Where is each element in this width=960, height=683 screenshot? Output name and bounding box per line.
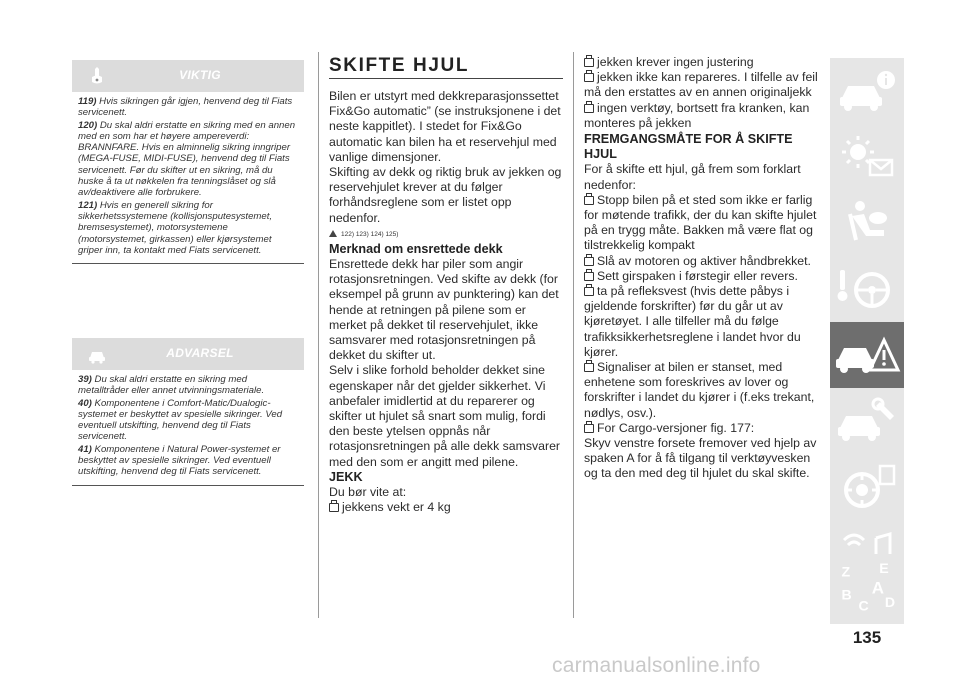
middle-column: [329, 55, 563, 515]
viktig-box: [72, 60, 304, 264]
paragraph: For å skifte ett hjul, gå frem som forklart nedenfor:: [584, 162, 801, 192]
tab-warning-lights[interactable]: [830, 124, 904, 190]
tab-safety[interactable]: [830, 190, 904, 256]
viktig-title: VIKTIG: [179, 68, 221, 82]
subheading: JEKK: [329, 469, 363, 484]
section-title: SKIFTE HJUL: [329, 55, 470, 76]
bullet-icon: [584, 257, 594, 266]
starting-driving-icon: [830, 256, 904, 322]
tab-technical-data[interactable]: [830, 454, 904, 520]
bullet-icon: [329, 503, 339, 512]
car-info-icon: [830, 58, 904, 124]
warning-lights-icon: [830, 124, 904, 190]
maintenance-icon: [830, 388, 904, 454]
paragraph: Skifting av dekk og riktig bruk av jekken og reservehjulet krever at du følger forhåndsreglene som er listet opp nedenfor.: [329, 165, 562, 225]
viktig-header: [72, 60, 304, 92]
bullet-item: ingen verktøy, bortsett fra kranken, kan monteres på jekken: [584, 100, 810, 130]
bullet-item: Sett girspaken i førstegir eller revers.: [584, 269, 820, 284]
warning-references: 122) 123) 124) 125): [329, 230, 563, 240]
safety-icon: [830, 190, 904, 256]
bullet-icon: [584, 104, 594, 113]
tab-emergency[interactable]: [830, 322, 904, 388]
bullet-item: jekkens vekt er 4 kg: [329, 500, 563, 515]
advarsel-box: [72, 338, 304, 486]
svg-text:E: E: [879, 559, 889, 576]
note-item: 119) Hvis sikringen går igjen, henvend deg til Fiats servicenett.: [78, 96, 293, 119]
bullet-item: jekken ikke kan repareres. I tilfelle av feil må den erstattes av en annen originaljekk: [584, 70, 818, 100]
svg-text:A: A: [871, 578, 884, 598]
tab-starting-driving[interactable]: [830, 256, 904, 322]
paragraph: Skyv venstre forsete fremover ved hjelp av spaken A for å få tilgang til verktøyvesken og ta den med deg til hjulet du skal skifte.: [584, 436, 817, 481]
paragraph: Ensrettede dekk har piler som angir rotasjonsretningen. Ved skifte av dekk (for eksempel på grunn av punktering) kan det hende at retningen på pilene som er merket på dekket til reservehjulet, ikke samsvarer med rotasjonsretningen på dekket du skifter ut.: [329, 257, 559, 363]
bullet-icon: [584, 196, 594, 205]
note-item: 40) Komponentene i Comfort-Matic/Dualogic-systemet er beskyttet av spesielle sikringer. Ved eventuell utskifting, henvend deg til Fiats servicenett.: [78, 397, 283, 443]
paragraph: Du bør vite at:: [329, 485, 407, 500]
paragraph: Bilen er utstyrt med dekkreparasjonssettet Fix&Go automatic” (se instruksjonene i det neste kappitlet). I stedet for Fix&Go automatic kan bilen ha et reservehjul med vanlige dimensjoner.: [329, 89, 561, 164]
tab-index[interactable]: [830, 554, 904, 624]
subheading: FREMGANGSMÅTE FOR Å SKIFTE HJUL: [584, 132, 793, 162]
bullet-item: Stopp bilen på et sted som ikke er farlig for møtende trafikk, der du kan skifte hjulet på en trygg måte. Bakken må være flat og tilstrekkelig kompakt: [584, 192, 817, 253]
bullet-item: ta på refleksvest (hvis dette påbys i gjeldende forskrifter) før du går ut av kjøretøyet. I alle tilfeller må du følge trafikksikkerhetsreglene i landet hvor du kjører.: [584, 284, 801, 359]
svg-text:Z: Z: [841, 563, 851, 580]
emergency-icon: [830, 322, 904, 388]
paragraph: Selv i slike forhold beholder dekket sine egenskaper når det gjelder sikkerhet. Vi anbefaler imidlertid at du reparerer og skifter ut hjulet så snart som mulig, fordi den beste ytelsen oppnås når rotasjonsretningen på alle dekk samsvarer med den som er angitt med pilene.: [329, 363, 561, 469]
subheading: Merknad om ensrettede dekk: [329, 241, 503, 256]
svg-text:B: B: [841, 586, 852, 603]
bullet-item: Signaliser at bilen er stanset, med enhetene som foreskrives av lover og forskrifter i landet du kjører i (f.eks trekant, nødlys, osv.).: [584, 360, 815, 420]
bullet-item: jekken krever ingen justering: [584, 55, 820, 70]
bullet-item: Slå av motoren og aktiver håndbrekket.: [584, 254, 820, 269]
note-item: 120) Du skal aldri erstatte en sikring med en annen med en som har et høyere ampereverdi: BRANNFARE. Hvis en alminnelig sikring inngriper (MEGA-FUSE, MIDI-FUSE), henvend deg til Fiats servicenett. Før du skifter ut en sikring, må du huske å ta ut nøkkelen fra tenningslåset og slå av/deaktivere alle forbrukere.: [78, 119, 296, 199]
note-item: 121) Hvis en generell sikring for sikkerhetssystemene (kollisjonsputesystemet, bremsesystemet), motorsystemene (motorsystemet, girkassen) eller kjørsystemet griper inn, ta kontakt med Fiats servicenett.: [78, 199, 273, 256]
tab-car-info[interactable]: [830, 58, 904, 124]
bullet-item: For Cargo-versjoner fig. 177:: [584, 421, 820, 436]
index-icon: [830, 554, 904, 620]
bullet-icon: [584, 363, 594, 372]
column-divider: [573, 52, 574, 618]
page-number: 135: [852, 628, 882, 647]
column-divider: [318, 52, 319, 618]
warning-triangle-icon: [329, 230, 337, 237]
bullet-icon: [584, 287, 594, 296]
advarsel-body: [72, 370, 304, 485]
right-column: [584, 55, 820, 482]
bullet-icon: [584, 424, 594, 433]
title-rule: [329, 78, 563, 79]
technical-data-icon: [830, 454, 904, 520]
svg-text:D: D: [884, 593, 896, 610]
advarsel-header: [72, 338, 304, 370]
bullet-icon: [584, 58, 594, 67]
bullet-icon: [584, 73, 594, 82]
note-item: 41) Komponentene i Natural Power-systemet er beskyttet av spesielle sikringer. Ved eventuell utskifting, henvend deg til Fiats servicenett.: [78, 443, 281, 478]
viktig-body: [72, 92, 304, 263]
bullet-icon: [584, 272, 594, 281]
note-item: 39) Du skal aldri erstatte en sikring med metalltråder eller annet utvinningsmateriale.: [78, 374, 265, 397]
svg-text:C: C: [858, 597, 869, 614]
tab-maintenance[interactable]: [830, 388, 904, 454]
advarsel-title: ADVARSEL: [166, 346, 234, 360]
watermark: carmanualsonline.info: [552, 654, 761, 677]
